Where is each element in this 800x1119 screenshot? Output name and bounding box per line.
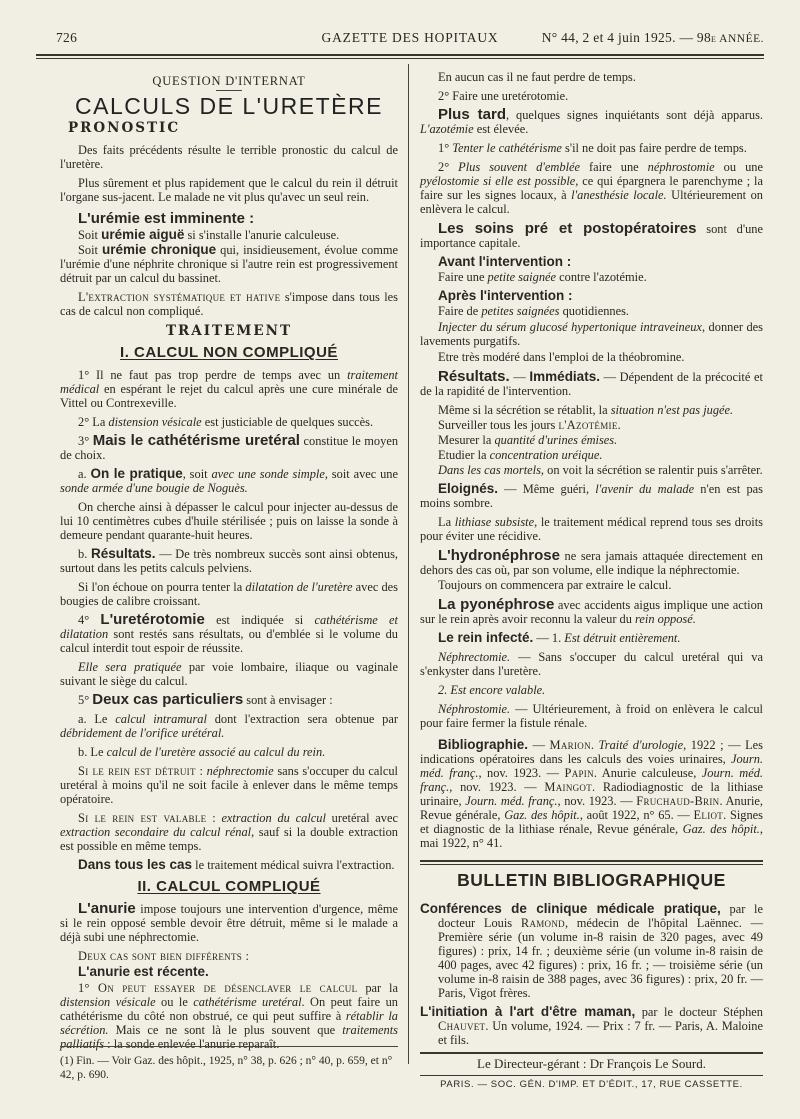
text-run: a. xyxy=(78,467,91,481)
text-run: sans s'occuper du calcul uretéral à moins qu'il ne soit facile à enlever dans le même temps opératoire. xyxy=(60,764,399,806)
text-run: L'anurie est récente. xyxy=(78,964,209,979)
text-run: concentration uréique. xyxy=(489,448,603,462)
journal-title: GAZETTE DES HOPITAUX xyxy=(321,30,499,45)
kicker: QUESTION D'INTERNAT xyxy=(152,74,306,88)
text-run: Ramond xyxy=(520,916,565,930)
text-run: avec des bougies de calibre croissant. xyxy=(60,580,398,608)
paragraph xyxy=(60,858,398,872)
text-run: : la sonde enlevée l'anurie reparaît. xyxy=(104,1037,280,1051)
right-column xyxy=(420,70,763,855)
text-run: b. Le xyxy=(78,745,107,759)
text-run: ou le xyxy=(155,995,194,1009)
text-run: — Dépendent de la précocité et de la rapidité de l'intervention. xyxy=(420,370,763,398)
text-run: Tenter le cathétérisme xyxy=(452,141,562,155)
text-run: , nov. 1923. — xyxy=(449,780,545,794)
paragraph: Plus sûrement et plus rapidement que le calcul du rein il détruit l'organe sus-jacent. Le malade ne vit plus qu'avec un seul rein. xyxy=(60,176,398,204)
left-column xyxy=(60,70,398,1056)
text-run: l'avenir du malade xyxy=(595,482,695,496)
text-run: contre l'azotémie. xyxy=(556,270,647,284)
text-run: avec une sonde simple xyxy=(211,467,325,481)
paragraph xyxy=(60,580,398,608)
paragraph xyxy=(60,902,398,944)
paragraph xyxy=(60,434,398,462)
paragraph xyxy=(420,222,763,250)
text-run: néphrectomie xyxy=(206,764,274,778)
text-run: Gaz. des hôpit. xyxy=(504,808,580,822)
kicker-rule xyxy=(216,90,242,91)
text-run: faire une xyxy=(580,160,648,174)
paragraph: En aucun cas il ne faut perdre de temps. xyxy=(438,70,636,84)
text-run: Plus tard xyxy=(438,106,507,123)
text-run: quotidiennes. xyxy=(559,304,630,318)
text-run: . On peut faire un cathétérisme du côté non obstrué, ce qui peut suffire à xyxy=(60,995,398,1023)
text-run: cathétérisme et dilatation xyxy=(60,613,398,641)
text-run: . Anurie calculeuse, xyxy=(593,766,702,780)
text-run: II. CALCUL COMPLIQUÉ xyxy=(137,878,321,895)
text-run: traitement médical xyxy=(60,368,398,396)
heading-traitement: TRAITEMENT xyxy=(165,323,292,339)
header-rule-thin xyxy=(36,58,764,59)
text-run: en espérant le rejet du calcul après une cure minérale de Vittel ou Contrexeville. xyxy=(60,382,398,410)
paragraph xyxy=(60,228,398,242)
text-run: sont d'une importance capitale. xyxy=(420,222,764,250)
article-title: CALCULS DE L'URETÈRE xyxy=(75,93,383,119)
text-run: si s'installe l'anurie calculeuse. xyxy=(184,228,340,242)
text-run: Résultats. xyxy=(90,546,156,561)
section-heading xyxy=(60,346,398,360)
text-run: N° 44, 2 et 4 juin 1925. — 98 xyxy=(541,30,712,45)
text-run: Faire de xyxy=(438,304,482,318)
running-header xyxy=(56,28,764,50)
text-run: ne sera jamais attaquée directement en dehors des cas où, par son volume, elle indique la néphrectomie. xyxy=(420,549,763,577)
paragraph xyxy=(420,89,763,103)
text-run: une uretérotomie. xyxy=(480,89,569,103)
paragraph: Toujours on commencera par extraire le calcul. xyxy=(438,578,672,592)
paragraph xyxy=(420,433,763,447)
issue-date xyxy=(542,30,764,46)
text-run: rein opposé. xyxy=(635,612,696,626)
footer-rule-thin xyxy=(420,1075,763,1076)
bulletin-entry xyxy=(420,1005,763,1047)
text-run: Soit xyxy=(78,228,102,242)
text-run: sont à envisager : xyxy=(243,693,333,707)
bulletin xyxy=(420,902,763,1052)
subheading xyxy=(420,289,763,303)
heading-pronostic: PRONOSTIC xyxy=(68,120,181,136)
text-run: l'Azotémie. xyxy=(558,418,622,432)
paragraph xyxy=(420,418,763,432)
text-run: le traitement médical suivra l'extraction. xyxy=(192,858,395,872)
paragraph xyxy=(420,403,763,417)
text-run: , soit xyxy=(182,467,212,481)
text-run: par voie lombaire, iliaque ou vaginale suivant le siège du calcul. xyxy=(60,660,398,688)
text-run: Chauvet xyxy=(438,1019,486,1033)
text-run: Eliot xyxy=(693,808,724,822)
text-run: n'en est pas moins sombre. xyxy=(420,482,763,510)
paragraph xyxy=(420,160,763,216)
paragraph xyxy=(420,631,763,645)
paragraph: Des faits précédents résulte le terrible pronostic du calcul de l'uretère. xyxy=(60,143,398,171)
text-run: L'anurie xyxy=(78,900,136,917)
footnote: (1) Fin. — Voir Gaz. des hôpit., 1925, n° 38, p. 626 ; n° 40, p. 659, et n° 42, p. 690. xyxy=(60,1055,393,1081)
text-run: petite saignée xyxy=(487,270,557,284)
text-run: , quelques signes inquiétants sont déjà apparus. xyxy=(506,108,763,122)
text-run: , nov. 1923. — xyxy=(557,794,637,808)
paragraph xyxy=(60,949,398,963)
text-run: 2° xyxy=(438,160,459,174)
text-run: lithiase subsiste xyxy=(454,515,535,529)
text-run: Si le rein est valable xyxy=(78,811,207,825)
text-run: ou une xyxy=(714,160,763,174)
text-run: , le traitement médical reprend tous ses droits pour éviter une récidive. xyxy=(420,515,763,543)
text-run: La xyxy=(438,515,455,529)
paragraph xyxy=(60,811,398,853)
text-run: Papin xyxy=(564,766,594,780)
text-run: Mais le cathétérisme uretéral xyxy=(92,432,300,449)
paragraph xyxy=(420,463,763,477)
text-run: extraction du calcul xyxy=(221,811,326,825)
text-run: 1° On peut essayer de désenclaver le calcul xyxy=(78,981,358,995)
text-run: débridement de l'orifice urétéral. xyxy=(60,726,225,740)
paragraph: Etre très modéré dans l'emploi de la théobromine. xyxy=(438,350,685,364)
text-run: rétablir la sécrétion. xyxy=(60,1009,398,1037)
text-run: Mais ce ne sont là le plus souvent que xyxy=(108,1023,343,1037)
text-run: dilatation de l'uretère xyxy=(245,580,353,594)
subheading xyxy=(60,965,398,979)
text-run: distension vésicale xyxy=(60,995,156,1009)
bibliography xyxy=(420,738,763,850)
paragraph xyxy=(60,660,398,688)
text-run: est justiciable de quelques succès. xyxy=(201,415,374,429)
text-run: , 1922 ; — Les indications opératoires dans les calculs des voies urinaires, xyxy=(420,738,763,766)
text-run: par le docteur Louis xyxy=(438,902,763,930)
paragraph xyxy=(60,712,398,740)
text-run: situation n'est pas jugée. xyxy=(610,403,734,417)
text-run: calcul intramural xyxy=(115,712,207,726)
paragraph xyxy=(420,320,763,348)
text-run: . Un volume, 1924. — Prix : 7 fr. — Paris, A. Maloine et fils. xyxy=(438,1019,763,1047)
paragraph xyxy=(60,764,398,806)
text-run: 3° xyxy=(78,434,93,448)
text-run: Marion xyxy=(549,738,591,752)
text-run: 1° xyxy=(438,141,453,155)
text-run: quantité d'urines émises. xyxy=(494,433,618,447)
text-run: Bibliographie. xyxy=(438,737,529,752)
text-run: Dans les cas mortels xyxy=(438,463,541,477)
text-run: calcul de l'uretère associé au calcul du rein. xyxy=(106,745,326,759)
section-heading xyxy=(60,880,398,894)
text-run: uretéral avec xyxy=(325,811,398,825)
paragraph xyxy=(420,650,763,678)
paragraph: 2. Est encore valable. xyxy=(438,683,546,697)
text-run: 1° Il ne faut pas trop perdre de temps avec un xyxy=(78,368,348,382)
paragraph xyxy=(60,745,398,759)
subheading xyxy=(420,255,763,269)
text-run: Soit xyxy=(78,243,102,257)
paragraph xyxy=(420,304,763,318)
text-run: L'initiation à l'art d'être maman, xyxy=(420,1004,636,1019)
text-run: Mesurer la xyxy=(438,433,495,447)
text-run: — Sans s'occuper du calcul uretéral qui va s'enkyster dans l'uretère. xyxy=(420,650,763,678)
text-run: Le rein infecté. xyxy=(438,630,534,645)
text-run: L'extraction systématique et hative xyxy=(78,290,281,304)
subheading xyxy=(60,212,398,226)
text-run: , mai 1922, n° 41. xyxy=(420,822,763,850)
text-run: L'urémie est imminente : xyxy=(78,210,255,227)
text-run: Même si la sécrétion se rétablit, la xyxy=(438,403,611,417)
text-run: Journ. méd. franç. xyxy=(420,766,763,794)
text-run: Ultérieurement on enlèvera le calcul. xyxy=(420,188,763,216)
text-run: est indiquée si xyxy=(204,613,315,627)
text-run: 4° xyxy=(78,613,101,627)
text-run: On le pratique xyxy=(90,466,183,481)
text-run: Après l'intervention : xyxy=(438,288,573,303)
text-run: L'azotémie xyxy=(420,122,474,136)
text-run: urémie chronique xyxy=(101,242,217,257)
paragraph xyxy=(420,515,763,543)
text-run: s'impose dans tous les cas de calcul non compliqué. xyxy=(60,290,399,318)
text-run: L'hydronéphrose xyxy=(438,547,560,564)
text-run: dont l'extraction sera obtenue par xyxy=(206,712,398,726)
text-run: . Radiodiagnostic de la lithiase urinaire, xyxy=(420,780,763,808)
text-run: La pyonéphrose xyxy=(438,596,555,613)
text-run: s'il ne doit pas faire perdre de temps. xyxy=(561,141,747,155)
text-run: extraction secondaire du calcul rénal xyxy=(60,825,252,839)
text-run: 2° La xyxy=(78,415,109,429)
text-run: constitue le moyen de choix. xyxy=(60,434,399,462)
text-run: Eloignés. xyxy=(438,481,499,496)
text-run: e ANNÉE. xyxy=(711,33,764,45)
text-run: Journ. méd. franç. xyxy=(420,752,763,780)
text-run: , ce qui épargnera le parenchyme ; la faire sur les signes locaux, à xyxy=(420,174,763,202)
text-run: . xyxy=(590,738,599,752)
text-run: — Ultérieurement, à froid on enlèvera le calcul pour faire fermer la fistule rénale. xyxy=(420,702,763,730)
paragraph xyxy=(420,702,763,730)
text-run: impose toujours une intervention d'urgence, même si le rein opposé semble devoir être détruit, même si le malade a déjà subi une néphrectomie. xyxy=(60,902,398,944)
text-run: Gaz. des hôpit. xyxy=(682,822,760,836)
text-run: petites saignées xyxy=(481,304,560,318)
text-run: Etudier la xyxy=(438,448,490,462)
text-run: Elle sera pratiquée xyxy=(78,660,182,674)
text-run: Immédiats. xyxy=(529,369,600,384)
footnote-rule xyxy=(60,1046,398,1047)
paragraph xyxy=(60,693,398,707)
text-run: , médecin de l'hôpital Laënnec. — Première série (un volume in-8 raisin de 320 pages, avec 49 figures) : prix, 14 fr. ; deuxième série (un volume in-8 raisin de 400 pages, avec 42 figures) : prix, 16 fr. ; — troisième série (un volume in-8 raisin de 388 pages, avec 36 figures) : prix, 20 fr. — Paris, Vigot frères. xyxy=(438,916,763,1000)
text-run: pyélostomie si elle est possible xyxy=(420,174,576,188)
text-run: distension vésicale xyxy=(108,415,202,429)
text-run: , donner des lavements purgatifs. xyxy=(420,320,763,348)
text-run: Résultats. xyxy=(438,368,510,385)
text-run: néphrostomie xyxy=(647,160,715,174)
paragraph xyxy=(60,981,398,1051)
text-run: — xyxy=(509,370,530,384)
text-run: Deux cas sont bien différents : xyxy=(78,949,250,963)
paragraph xyxy=(420,448,763,462)
director-line: Le Directeur-gérant : Dr François Le Sourd. xyxy=(477,1056,706,1071)
paragraph xyxy=(60,290,398,318)
text-run: traitements palliatifs xyxy=(60,1023,398,1051)
text-run: : xyxy=(195,764,207,778)
text-run: b. xyxy=(78,547,91,561)
text-run: . Anurie, Revue générale, xyxy=(420,794,763,822)
text-run: Injecter du sérum glucosé hypertonique intraveineux xyxy=(438,320,702,334)
printer-imprint: PARIS. — SOC. GÉN. D'IMP. ET D'ÉDIT., 17, RUE CASSETTE. xyxy=(440,1079,743,1090)
text-run: : xyxy=(206,811,222,825)
paragraph xyxy=(60,547,398,575)
text-run: . Signes et diagnostic de la lithiase rénale, Revue générale, xyxy=(420,808,763,836)
text-run: sont restés sans résultats, ou d'emblée si le volume du calcul interdit tout espoir de réussite. xyxy=(60,627,398,655)
text-run: par le docteur Stéphen xyxy=(635,1005,763,1019)
paragraph xyxy=(60,243,398,285)
text-run: est élevée. xyxy=(473,122,529,136)
paragraph xyxy=(60,467,398,495)
bulletin-rule-thin xyxy=(420,864,763,865)
text-run: , sauf si la double extraction est possible en même temps. xyxy=(60,825,398,853)
text-run: Dans tous les cas xyxy=(78,857,193,872)
text-run: Fruchaud-Brin xyxy=(636,794,720,808)
text-run: par la xyxy=(357,981,398,995)
paragraph: On cherche ainsi à dépasser le calcul pour injecter au-dessus de lui 10 centimètres cubes d'huile stérilisée ; puis on laisse la sonde à demeure pendant quarante-huit heures. xyxy=(60,500,398,542)
text-run: urémie aiguë xyxy=(101,227,185,242)
paragraph xyxy=(420,108,763,136)
text-run: — Même guéri, xyxy=(498,482,596,496)
text-run: Maingot xyxy=(544,780,593,794)
text-run: Deux cas particuliers xyxy=(92,691,244,708)
text-run: Néphrectomie. xyxy=(438,650,511,664)
text-run: avec accidents aigus implique une action sur le rein après avoir reconnu la valeur du xyxy=(420,598,763,626)
text-run: L'uretérotomie xyxy=(100,611,205,628)
paragraph xyxy=(420,549,763,577)
text-run: cathétérisme uretéral xyxy=(193,995,302,1009)
text-run: — 1. xyxy=(533,631,565,645)
text-run: , soit avec une xyxy=(324,467,398,481)
page-number: 726 xyxy=(56,30,78,45)
text-run: Faire une xyxy=(438,270,488,284)
text-run: l'anesthésie locale. xyxy=(571,188,667,202)
text-run: 2° Faire xyxy=(438,89,481,103)
text-run: Conférences de clinique médicale pratique, xyxy=(420,901,721,916)
paragraph xyxy=(60,368,398,410)
paragraph xyxy=(60,613,398,655)
text-run: Traité d'urologie xyxy=(598,738,684,752)
header-rule xyxy=(36,54,764,56)
text-run: 5° xyxy=(78,693,93,707)
text-run: Si l'on échoue on pourra tenter la xyxy=(78,580,246,594)
text-run: qui, insidieusement, évolue comme l'urémie d'une néphrite chronique si l'autre rein est progressivement détruit par un calcul du bassinet. xyxy=(60,243,398,285)
text-run: — De très nombreux succès sont ainsi obtenus, surtout dans les petits calculs pelviens. xyxy=(60,547,398,575)
paragraph xyxy=(420,598,763,626)
text-run: Les soins pré et postopératoires xyxy=(438,220,697,237)
text-run: — xyxy=(528,738,550,752)
text-run: Néphrostomie. xyxy=(438,702,511,716)
text-run: sonde armée d'une bougie de Noguès. xyxy=(60,481,248,495)
text-run: , nov. 1923. — xyxy=(478,766,565,780)
paragraph xyxy=(60,415,398,429)
text-run: Journ. méd. franç. xyxy=(465,794,558,808)
text-run: I. CALCUL NON COMPLIQUÉ xyxy=(120,344,338,361)
footer-rule xyxy=(420,1052,763,1054)
text-run: Si le rein est détruit xyxy=(78,764,196,778)
paragraph xyxy=(420,141,763,155)
text-run: , août 1922, n° 65. — xyxy=(579,808,694,822)
text-run: Avant l'intervention : xyxy=(438,254,572,269)
bulletin-rule xyxy=(420,860,763,862)
bulletin-title: BULLETIN BIBLIOGRAPHIQUE xyxy=(457,870,726,890)
paragraph xyxy=(420,270,763,284)
text-run: Plus souvent d'emblée xyxy=(458,160,581,174)
text-run: a. Le xyxy=(78,712,116,726)
text-run: Surveiller tous les jours xyxy=(438,418,559,432)
text-run: , on voit la sécrétion se ralentir puis s'arrêter. xyxy=(540,463,763,477)
column-divider xyxy=(408,64,409,1064)
text-run: Est détruit entièrement. xyxy=(564,631,681,645)
bulletin-entry xyxy=(420,902,763,1000)
paragraph xyxy=(420,370,763,398)
paragraph xyxy=(420,482,763,510)
